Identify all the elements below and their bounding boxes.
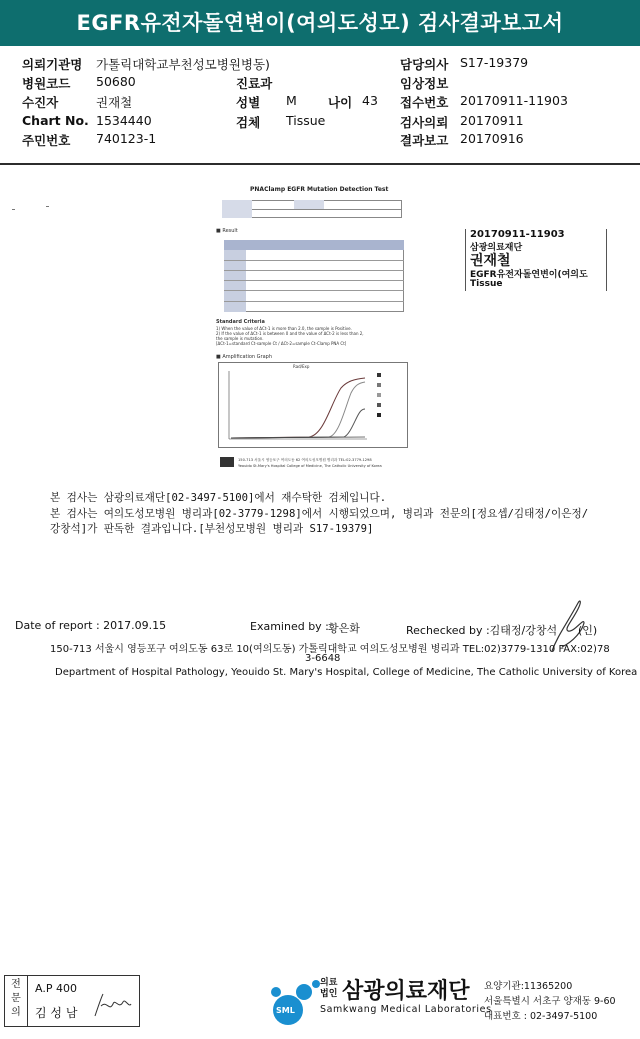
examined-name: 황은화 <box>328 622 360 635</box>
age-value: 43 <box>362 93 378 108</box>
address-line-1: 150-713 서울시 영등포구 여의도동 63로 10(여의도동) 가톨릭대학교 여의도성모병원 병리과 TEL:02)3779-1310 FAX:02)78 <box>50 644 610 655</box>
department-label: 진료과 <box>236 76 273 91</box>
sticker-test: EGFR유전자돌연변이(여의도 <box>470 270 588 280</box>
id-no-label: 주민번호 <box>22 133 71 148</box>
sticker-org: 삼광의료재단 <box>470 243 523 253</box>
scan-table-head-cell <box>294 200 324 209</box>
seal-mark: (인) <box>578 624 598 637</box>
institution-label: 의뢰기관명 <box>22 57 83 72</box>
rechecked-label: Rechecked by :김태정/강창석 <box>406 624 558 637</box>
request-date-value: 20170911 <box>460 113 524 128</box>
scan-line <box>224 270 404 271</box>
hospital-code-label: 병원코드 <box>22 76 71 91</box>
specimen-label: 검체 <box>236 115 261 130</box>
scan-line <box>224 280 404 281</box>
info-row-3 <box>0 93 640 112</box>
sticker-specimen: Tissue <box>470 279 503 289</box>
age-label: 나이 <box>328 95 353 110</box>
clinical-label: 임상정보 <box>400 76 449 91</box>
sex-label: 성별 <box>236 95 261 110</box>
scan-mark <box>12 209 15 210</box>
request-date-label: 검사의뢰 <box>400 115 449 130</box>
scan-amplification-graph <box>218 362 408 448</box>
org-prefix <box>320 978 337 1000</box>
info-row-5 <box>0 131 640 150</box>
stamp-code: A.P 400 <box>35 982 77 995</box>
stamp-signature <box>91 990 135 1022</box>
recipient-label: 수진자 <box>22 95 59 110</box>
amplification-curves <box>219 363 407 447</box>
address-line-2: 3-6648 <box>305 653 341 664</box>
scan-title: PNAClamp EGFR Mutation Detection Test <box>250 186 389 193</box>
institution-value: 가톨릭대학교부천성모병원병동) <box>96 57 270 72</box>
department-line: Department of Hospital Pathology, Yeouido St. Mary's Hospital, College of Medicine, The Catholic University of Korea <box>55 667 638 678</box>
org-prefix-1: 의료 <box>320 978 338 988</box>
scan-result-header <box>224 240 404 250</box>
header-divider <box>0 163 640 165</box>
scan-criteria-1: 1) When the value of ΔCt-1 is more than 2.0, the sample is Positive. <box>216 326 352 331</box>
scan-footer-line1: 150-713 서울시 영등포구 여의도동 62 여의도성모병원 병리과 TEL:02-3779-1298 <box>238 458 372 462</box>
scan-graph-label: ■ Amplification Graph <box>216 354 273 360</box>
sml-logo-text: SML <box>276 1006 295 1015</box>
specialist-stamp <box>4 975 140 1027</box>
remark-line-2: 본 검사는 여의도성모병원 병리과[02-3779-1298]에서 시행되었으며, 병리과 전문의[정요셉/김태정/이은정/ <box>50 508 589 520</box>
scan-criteria-label: Standard Criteria <box>216 319 265 325</box>
stamp-name: 김 성 남 <box>35 1006 78 1020</box>
scan-criteria-2: 2) If the value of ΔCt-1 is between 0 and the value of ΔCt-2 is less than 2, <box>216 331 364 336</box>
remark-line-3: 강창석]가 판독한 결과입니다.[부천성모병원 병리과 S17-19379] <box>50 523 374 535</box>
scan-mark <box>46 206 49 207</box>
scan-table-head-cell <box>222 200 252 218</box>
info-row-2 <box>0 74 640 93</box>
contact-2: 서울특별시 서초구 양재동 9-60 <box>484 996 616 1007</box>
chart-no-value: 1534440 <box>96 113 152 128</box>
info-row-1 <box>0 55 640 74</box>
receipt-no-value: 20170911-11903 <box>460 93 568 108</box>
info-row-4 <box>0 113 640 132</box>
examined-label: Examined by : <box>250 620 329 633</box>
date-of-report: Date of report : 2017.09.15 <box>15 619 167 632</box>
id-no-value: 740123-1 <box>96 131 157 146</box>
contact-1: 요양기관:11365200 <box>484 981 573 992</box>
receipt-no-label: 접수번호 <box>400 95 449 110</box>
scan-graph-title: Rad/Exp <box>293 364 310 369</box>
specimen-value: Tissue <box>286 113 326 128</box>
scan-line <box>224 301 404 302</box>
sticker-name: 권재철 <box>470 253 511 269</box>
report-date-label: 결과보고 <box>400 133 449 148</box>
sex-value: M <box>286 93 297 108</box>
doctor-value: S17-19379 <box>460 55 529 70</box>
specimen-label-sticker <box>465 229 607 291</box>
chart-no-label: Chart No. <box>22 113 89 128</box>
scan-line <box>224 260 404 261</box>
contact-3: 대표번호 : 02-3497-5100 <box>484 1011 598 1022</box>
scan-footer-logo <box>220 457 234 467</box>
scan-criteria-4: [ΔCt-1=standard Ct-sample Ct / ΔCt-2=sample Ct-Clamp PNA Ct] <box>216 341 347 346</box>
org-prefix-2: 법인 <box>320 989 338 999</box>
sticker-receipt: 20170911-11903 <box>470 229 565 240</box>
org-english: Samkwang Medical Laboratories <box>320 1004 492 1015</box>
scan-footer-line2: Yeouido St.Mary's Hospital College of Medicine, The Catholic University of Korea <box>238 464 382 468</box>
scan-line <box>224 290 404 291</box>
stamp-side-text: 전문의 <box>11 979 21 1018</box>
scan-criteria-3: the sample is mutation. <box>216 336 264 341</box>
hospital-code-value: 50680 <box>96 74 136 89</box>
report-title: EGFR유전자돌연변이(여의도성모) 검사결과보고서 <box>0 0 640 46</box>
scan-result-label: ■ Result <box>216 228 238 234</box>
recipient-value: 권재철 <box>96 95 133 110</box>
remark-line-1: 본 검사는 삼광의료재단[02-3497-5100]에서 재수탁한 검체입니다. <box>50 492 387 504</box>
scanned-pnaclamp-report <box>212 183 416 473</box>
org-name: 삼광의료재단 <box>342 979 470 1004</box>
report-date-value: 20170916 <box>460 131 524 146</box>
doctor-label: 담당의사 <box>400 57 449 72</box>
